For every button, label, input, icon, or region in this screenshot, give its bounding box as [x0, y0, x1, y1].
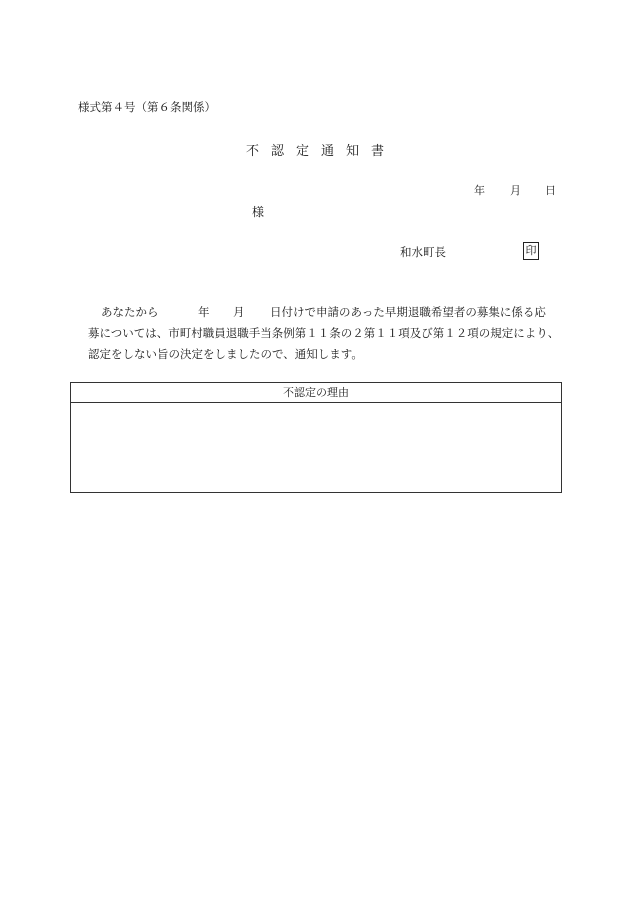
title-char: 認 [270, 144, 284, 159]
reason-table [70, 382, 562, 493]
date-month: 月 [510, 184, 521, 197]
reason-cell [71, 403, 561, 492]
date-year: 年 [474, 184, 485, 197]
form-number: 様式第４号（第６条関係） [78, 100, 216, 114]
body-line1-rest: 日付けで申請のあった早期退職希望者の募集に係る応 [270, 305, 546, 319]
body-line3: 認定をしない旨の決定をしましたので、通知します。 [88, 347, 363, 361]
title-char: 知 [346, 144, 360, 159]
body-line1-year: 年 [198, 305, 210, 319]
title-char: 通 [321, 144, 335, 159]
body-line2: 募については、市町村職員退職手当条例第１１条の２第１１項及び第１２項の規定により、 [88, 326, 560, 340]
issuer-name: 和水町長 [400, 245, 446, 259]
addressee-suffix: 様 [252, 205, 265, 219]
reason-header: 不認定の理由 [71, 383, 561, 403]
title-char: 定 [295, 144, 309, 159]
body-line1-month: 月 [233, 305, 245, 319]
body-line1-prefix: あなたから [101, 305, 159, 319]
date-day: 日 [545, 184, 556, 197]
title-char: 不 [245, 144, 259, 159]
title-char: 書 [371, 144, 385, 159]
document-title [0, 140, 630, 159]
seal-mark: 印 [523, 242, 539, 260]
